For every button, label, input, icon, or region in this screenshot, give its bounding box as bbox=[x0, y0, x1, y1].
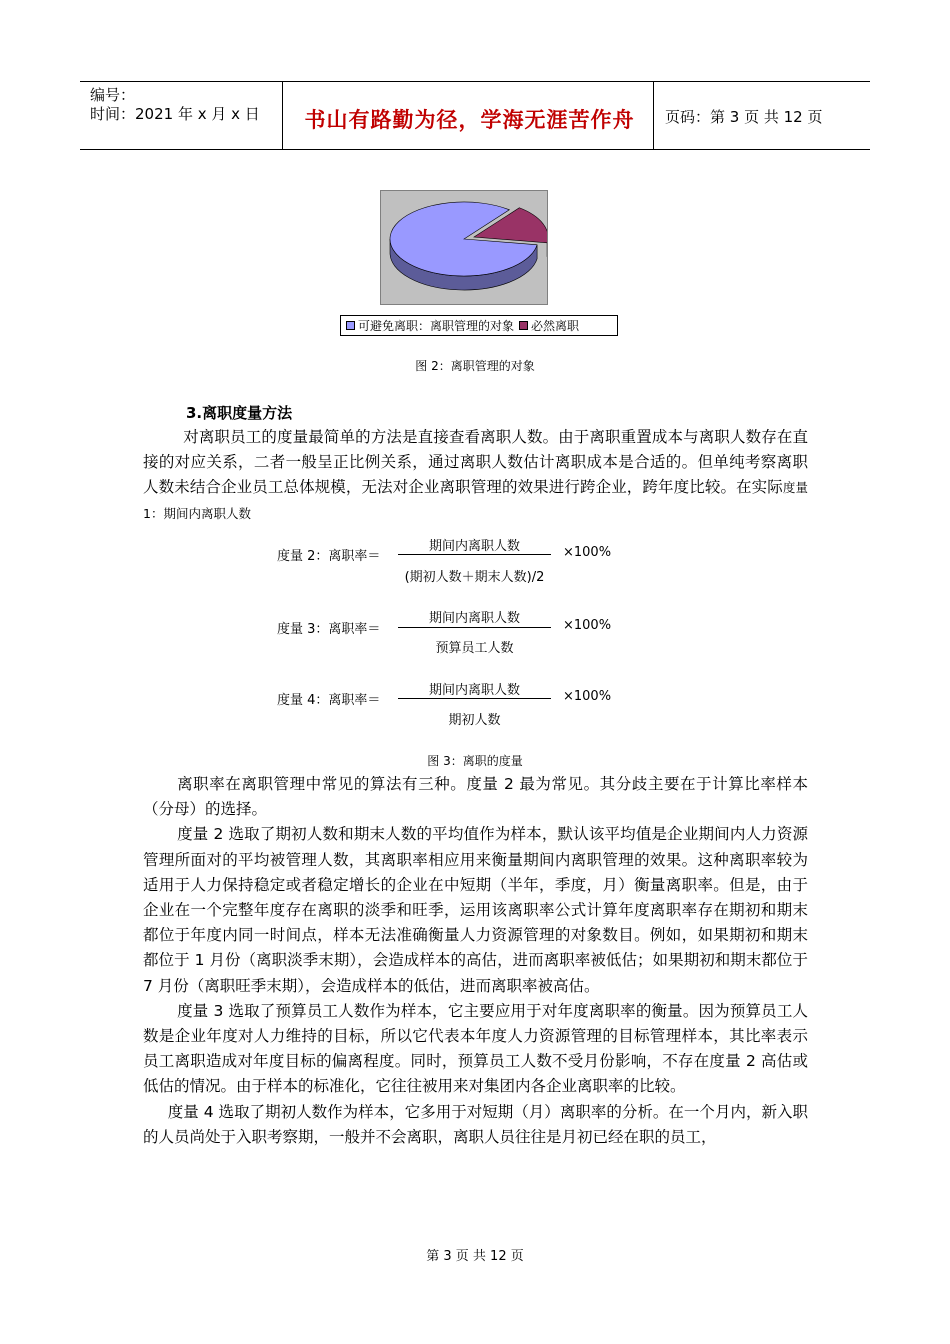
figure-3-caption: 图 3：离职的度量 bbox=[427, 754, 523, 768]
legend-label-avoidable: 可避免离职：离职管理的对象 bbox=[358, 319, 515, 333]
serial-label: 编号： bbox=[90, 86, 136, 104]
header-motto: 书山有路勤为径，学海无涯苦作舟 bbox=[304, 108, 635, 132]
header-bottom-rule bbox=[80, 149, 870, 150]
formula-2-label: 度量 2：离职率＝ bbox=[277, 549, 381, 564]
paragraph-1 bbox=[143, 425, 808, 526]
formula-4-fraction-bar bbox=[398, 698, 551, 699]
paragraph-3: 度量 2 选取了期初人数和期末人数的平均值作为样本，默认该平均值是企业期间内人力资源管理所面对的平均被管理人数，其离职率相应用来衡量期间内离职管理的效果。这种离职率较为适用于人力保持稳定或者稳定增长的企业在中短期（半年，季度，月）衡量离职率。但是，由于企业在一个完整年度存在离职的淡季和旺季，运用该离职率公式计算年度离职率存在期初和期末都位于年度内同一时间点，样本无法准确衡量人力资源管理的对象数目。例如，如果期初和期末都位于 1 月份（离职淡季末期），会造成样本的高估，进而离职率被低估；如果期初和期末都位于 7 月份（离职旺季末期），会造成样本的低估，进而离职率被高估。 bbox=[143, 825, 808, 995]
paragraph-5: 度量 4 选取了期初人数作为样本，它多用于对短期（月）离职率的分析。在一个月内，新入职的人员尚处于入职考察期，一般并不会离职，离职人员往往是月初已经在职的员工， bbox=[143, 1102, 808, 1146]
pie-chart-area bbox=[380, 190, 548, 305]
formula-2-numerator: 期间内离职人数 bbox=[428, 539, 520, 554]
header-divider-left bbox=[282, 82, 283, 149]
formula-3-numerator: 期间内离职人数 bbox=[428, 611, 520, 626]
formula-2-multiplier: ×100% bbox=[563, 545, 612, 560]
legend-label-inevitable: 必然离职 bbox=[531, 319, 580, 333]
formula-3-fraction-bar bbox=[398, 627, 551, 628]
measure-1-label: 度量 1：期间内离职人数 bbox=[143, 480, 808, 521]
section-title: 3.离职度量方法 bbox=[186, 404, 293, 422]
header-divider-right bbox=[653, 82, 654, 149]
formula-4-label: 度量 4：离职率＝ bbox=[277, 693, 381, 708]
paragraph-4: 度量 3 选取了预算员工人数作为样本，它主要应用于对年度离职率的衡量。因为预算员工人数是企业年度对人力维持的目标，所以它代表本年度人力资源管理的目标管理样本，其比率表示员工离职造成对年度目标的偏离程度。同时，预算员工人数不受月份影响，不存在度量 2 高估或低估的情况。由于样本的标准化，它往往被用来对集团内各企业离职率的比较。 bbox=[143, 1001, 808, 1096]
legend-swatch-avoidable bbox=[346, 321, 355, 330]
time-label: 时间：2021 年 x 月 x 日 bbox=[90, 105, 260, 123]
formula-3-multiplier: ×100% bbox=[563, 618, 612, 633]
paragraph-2: 离职率在离职管理中常见的算法有三种。度量 2 最为常见。其分歧主要在于计算比率样本（分母）的选择。 bbox=[143, 775, 808, 819]
figure-2-caption: 图 2：离职管理的对象 bbox=[415, 359, 535, 373]
formula-4-numerator: 期间内离职人数 bbox=[428, 683, 520, 698]
header-top-rule bbox=[80, 81, 870, 82]
page-footer: 第 3 页 共 12 页 bbox=[426, 1249, 524, 1264]
legend-swatch-inevitable bbox=[519, 321, 528, 330]
formula-4-multiplier: ×100% bbox=[563, 689, 612, 704]
pie-chart bbox=[381, 191, 547, 304]
formula-3-label: 度量 3：离职率＝ bbox=[277, 622, 381, 637]
formula-3-denominator: 预算员工人数 bbox=[435, 641, 514, 656]
formula-2-fraction-bar bbox=[398, 554, 551, 555]
paragraph-1-text: 对离职员工的度量最简单的方法是直接查看离职人数。由于离职重置成本与离职人数存在直接的对应关系，二者一般呈正比例关系，通过离职人数估计离职成本是合适的。但单纯考察离职人数未结合企业员工总体规模，无法对企业离职管理的效果进行跨企业，跨年度比较。在实际 bbox=[143, 428, 808, 497]
body-text bbox=[143, 772, 808, 1150]
formula-2-denominator: (期初人数＋期末人数)/2 bbox=[404, 570, 545, 585]
formula-4-denominator: 期初人数 bbox=[448, 713, 501, 728]
chart-legend bbox=[340, 315, 618, 336]
header-page-info: 页码：第 3 页 共 12 页 bbox=[665, 108, 823, 126]
